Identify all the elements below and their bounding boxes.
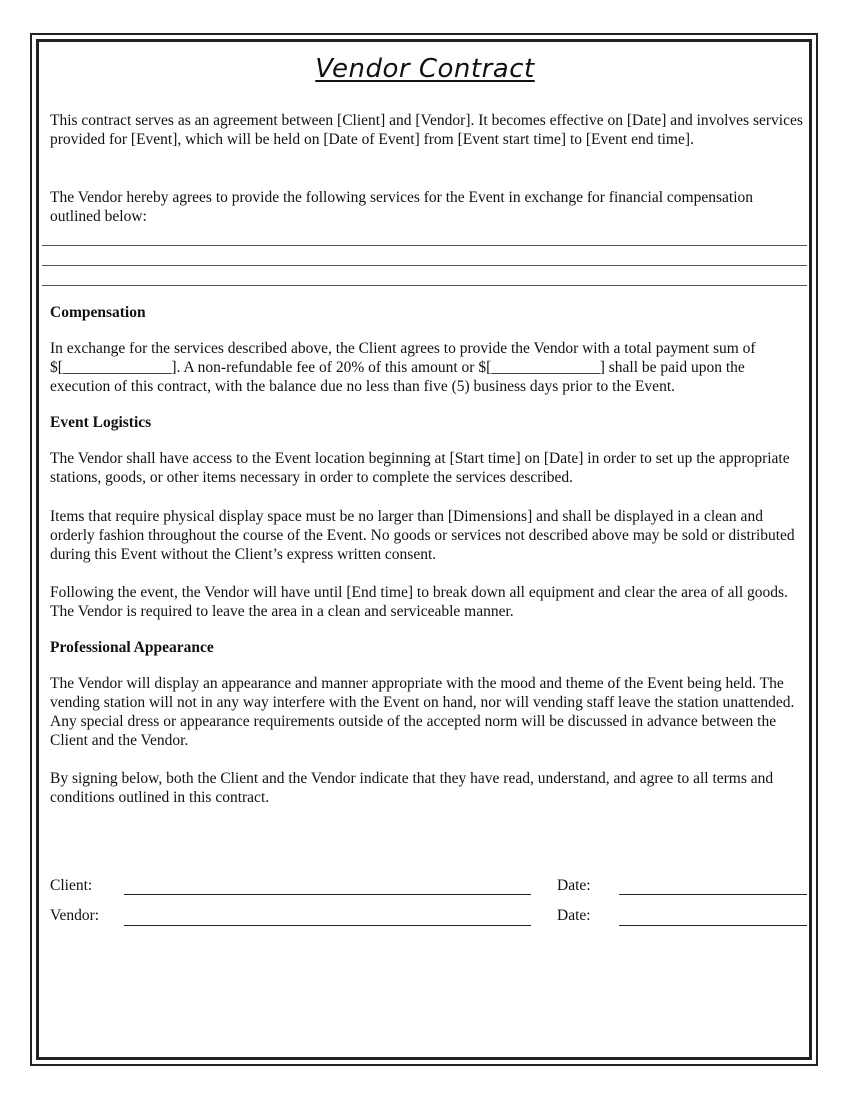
vendor-label: Vendor: bbox=[50, 907, 100, 924]
appearance-heading: Professional Appearance bbox=[50, 639, 214, 656]
vendor-date-line[interactable] bbox=[619, 925, 807, 926]
logistics-paragraph-1: The Vendor shall have access to the Event location beginning at [Start time] on [Date] in order to set up the appropriate stations, goods, or other items necessary in order to complete the services described. bbox=[50, 450, 790, 486]
client-date-label: Date: bbox=[557, 877, 591, 894]
compensation-heading: Compensation bbox=[50, 304, 146, 321]
services-line-3 bbox=[42, 285, 807, 286]
logistics-paragraph-2: Items that require physical display space must be no larger than [Dimensions] and shall be displayed in a clean and orderly fashion throughout the course of the Event. No goods or services not described above may be sold or distributed during this Event without the Client’s express written consent. bbox=[50, 508, 795, 563]
services-line-1 bbox=[42, 245, 807, 246]
services-intro-paragraph: The Vendor hereby agrees to provide the following services for the Event in exchange for financial compensation outlined below: bbox=[50, 189, 753, 225]
client-label: Client: bbox=[50, 877, 93, 894]
compensation-paragraph: In exchange for the services described above, the Client agrees to provide the Vendor with a total payment sum of $[______________]. A non-refundable fee of 20% of this amount or $[______________] shall be paid upon the execution of this contract, with the balance due no less than five (5) business days prior to the Event. bbox=[50, 340, 756, 395]
appearance-paragraph-2: By signing below, both the Client and the Vendor indicate that they have read, understand, and agree to all terms and conditions outlined in this contract. bbox=[50, 770, 774, 806]
client-date-line[interactable] bbox=[619, 894, 807, 895]
client-signature-line[interactable] bbox=[124, 894, 531, 895]
vendor-signature-line[interactable] bbox=[124, 925, 531, 926]
intro-paragraph: This contract serves as an agreement between [Client] and [Vendor]. It becomes effective on [Date] and involves services provided for [Event], which will be held on [Date of Event] from [Event start time] to [Event end time]. bbox=[50, 112, 803, 148]
logistics-heading: Event Logistics bbox=[50, 414, 152, 431]
logistics-paragraph-3: Following the event, the Vendor will have until [End time] to break down all equipment and clear the area of all goods. The Vendor is required to leave the area in a clean and serviceable manner. bbox=[50, 584, 788, 620]
services-line-2 bbox=[42, 265, 807, 266]
document-title: Vendor Contract bbox=[315, 54, 535, 84]
vendor-date-label: Date: bbox=[557, 907, 591, 924]
appearance-paragraph-1: The Vendor will display an appearance and manner appropriate with the mood and theme of the Event being held. The vending station will not in any way interfere with the Event on hand, nor will vending staff leave the station unattended. Any special dress or appearance requirements outside of the accepted norm will be discussed in advance between the Client and the Vendor. bbox=[50, 675, 795, 749]
